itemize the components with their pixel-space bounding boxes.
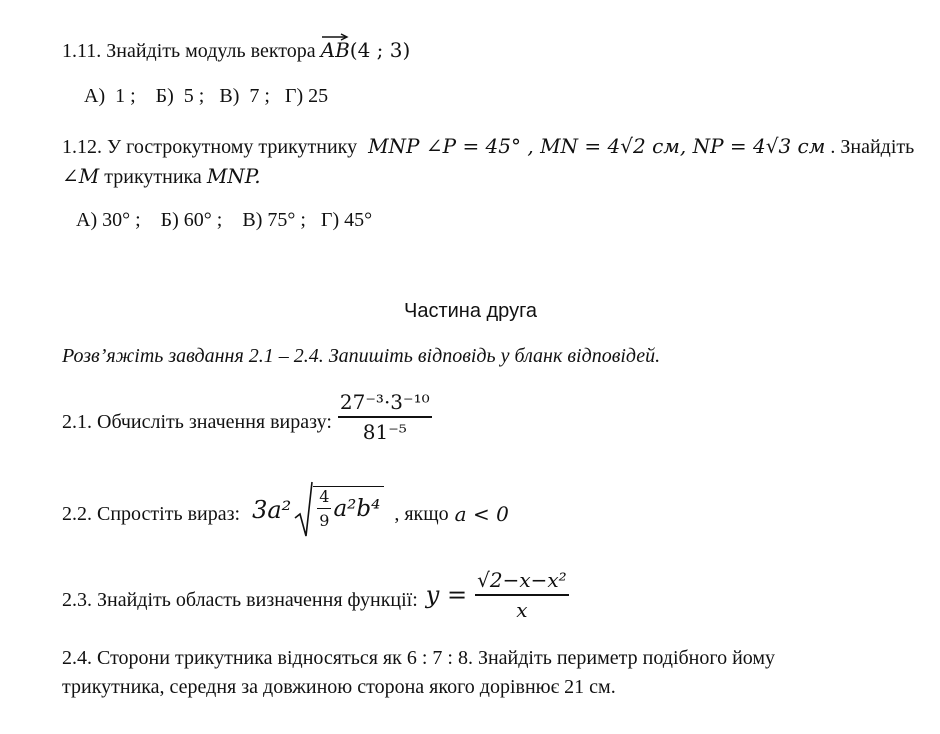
- function-denominator: x: [475, 594, 569, 622]
- function-numerator: √2−x−x²: [477, 568, 567, 592]
- question-1-12-options: А) 30° ; Б) 60° ; В) 75° ; Г) 45°: [76, 209, 373, 231]
- part-two-heading: Частина друга: [404, 300, 538, 322]
- question-1-12-formula: MNP ∠P = 45° , MN = 4√2 см, NP = 4√3 см: [368, 134, 826, 158]
- question-2-1-text: 2.1. Обчисліть значення виразу:: [62, 410, 332, 433]
- question-1-12-text-end: . Знайдіть: [830, 136, 915, 158]
- question-2-4-line2: трикутника, середня за довжиною сторона якого дорівнює 21 см.: [62, 676, 616, 698]
- question-2-1-fraction: [338, 390, 432, 444]
- question-2-1: [62, 390, 432, 444]
- part-two-instruction: Розв’яжіть завдання 2.1 – 2.4. Запишіть відповідь у бланк відповідей.: [62, 345, 661, 367]
- radicand-rest: a²b⁴: [333, 495, 381, 522]
- question-1-12-line2: [62, 164, 261, 189]
- function-fraction: [475, 568, 569, 622]
- vector-arrow-icon: [321, 33, 349, 41]
- radicand-fraction-num: 4: [319, 487, 330, 506]
- question-1-12-line1: [62, 134, 914, 159]
- coefficient: 3a²: [252, 496, 292, 524]
- question-1-12-line2-text: трикутника: [104, 166, 202, 188]
- question-2-4-line1: 2.4. Сторони трикутника відносяться як 6 : 7 : 8. Знайдіть периметр подібного йому: [62, 647, 776, 669]
- question-2-3-text: 2.3. Знайдіть область визначення функції:: [62, 588, 418, 611]
- condition-math: a < 0: [454, 502, 509, 526]
- function-lhs: y =: [425, 581, 468, 609]
- vector-coords: (4 ; 3): [349, 38, 411, 62]
- fraction-denominator: 81⁻⁵: [338, 416, 432, 444]
- condition-text: , якщо: [394, 502, 449, 525]
- question-1-11-options: А) 1 ; Б) 5 ; В) 7 ; Г) 25: [84, 85, 329, 107]
- question-1-11: [62, 38, 410, 63]
- question-2-2-text: 2.2. Спростіть вираз:: [62, 502, 241, 525]
- triangle-mnp: MNP.: [206, 164, 261, 188]
- radicand: [313, 486, 384, 530]
- question-1-11-text: 1.11. Знайдіть модуль вектора: [62, 40, 316, 62]
- radicand-fraction: [317, 487, 331, 530]
- angle-m: ∠M: [62, 164, 100, 188]
- question-2-2: [62, 480, 509, 540]
- sqrt-icon: [293, 480, 313, 540]
- fraction-numerator: 27⁻³·3⁻¹⁰: [339, 390, 430, 414]
- vector-ab: AB: [321, 38, 350, 62]
- radicand-fraction-den: 9: [317, 508, 331, 530]
- question-1-12-text: 1.12. У гострокутному трикутнику: [62, 136, 358, 158]
- question-2-3: [62, 568, 569, 622]
